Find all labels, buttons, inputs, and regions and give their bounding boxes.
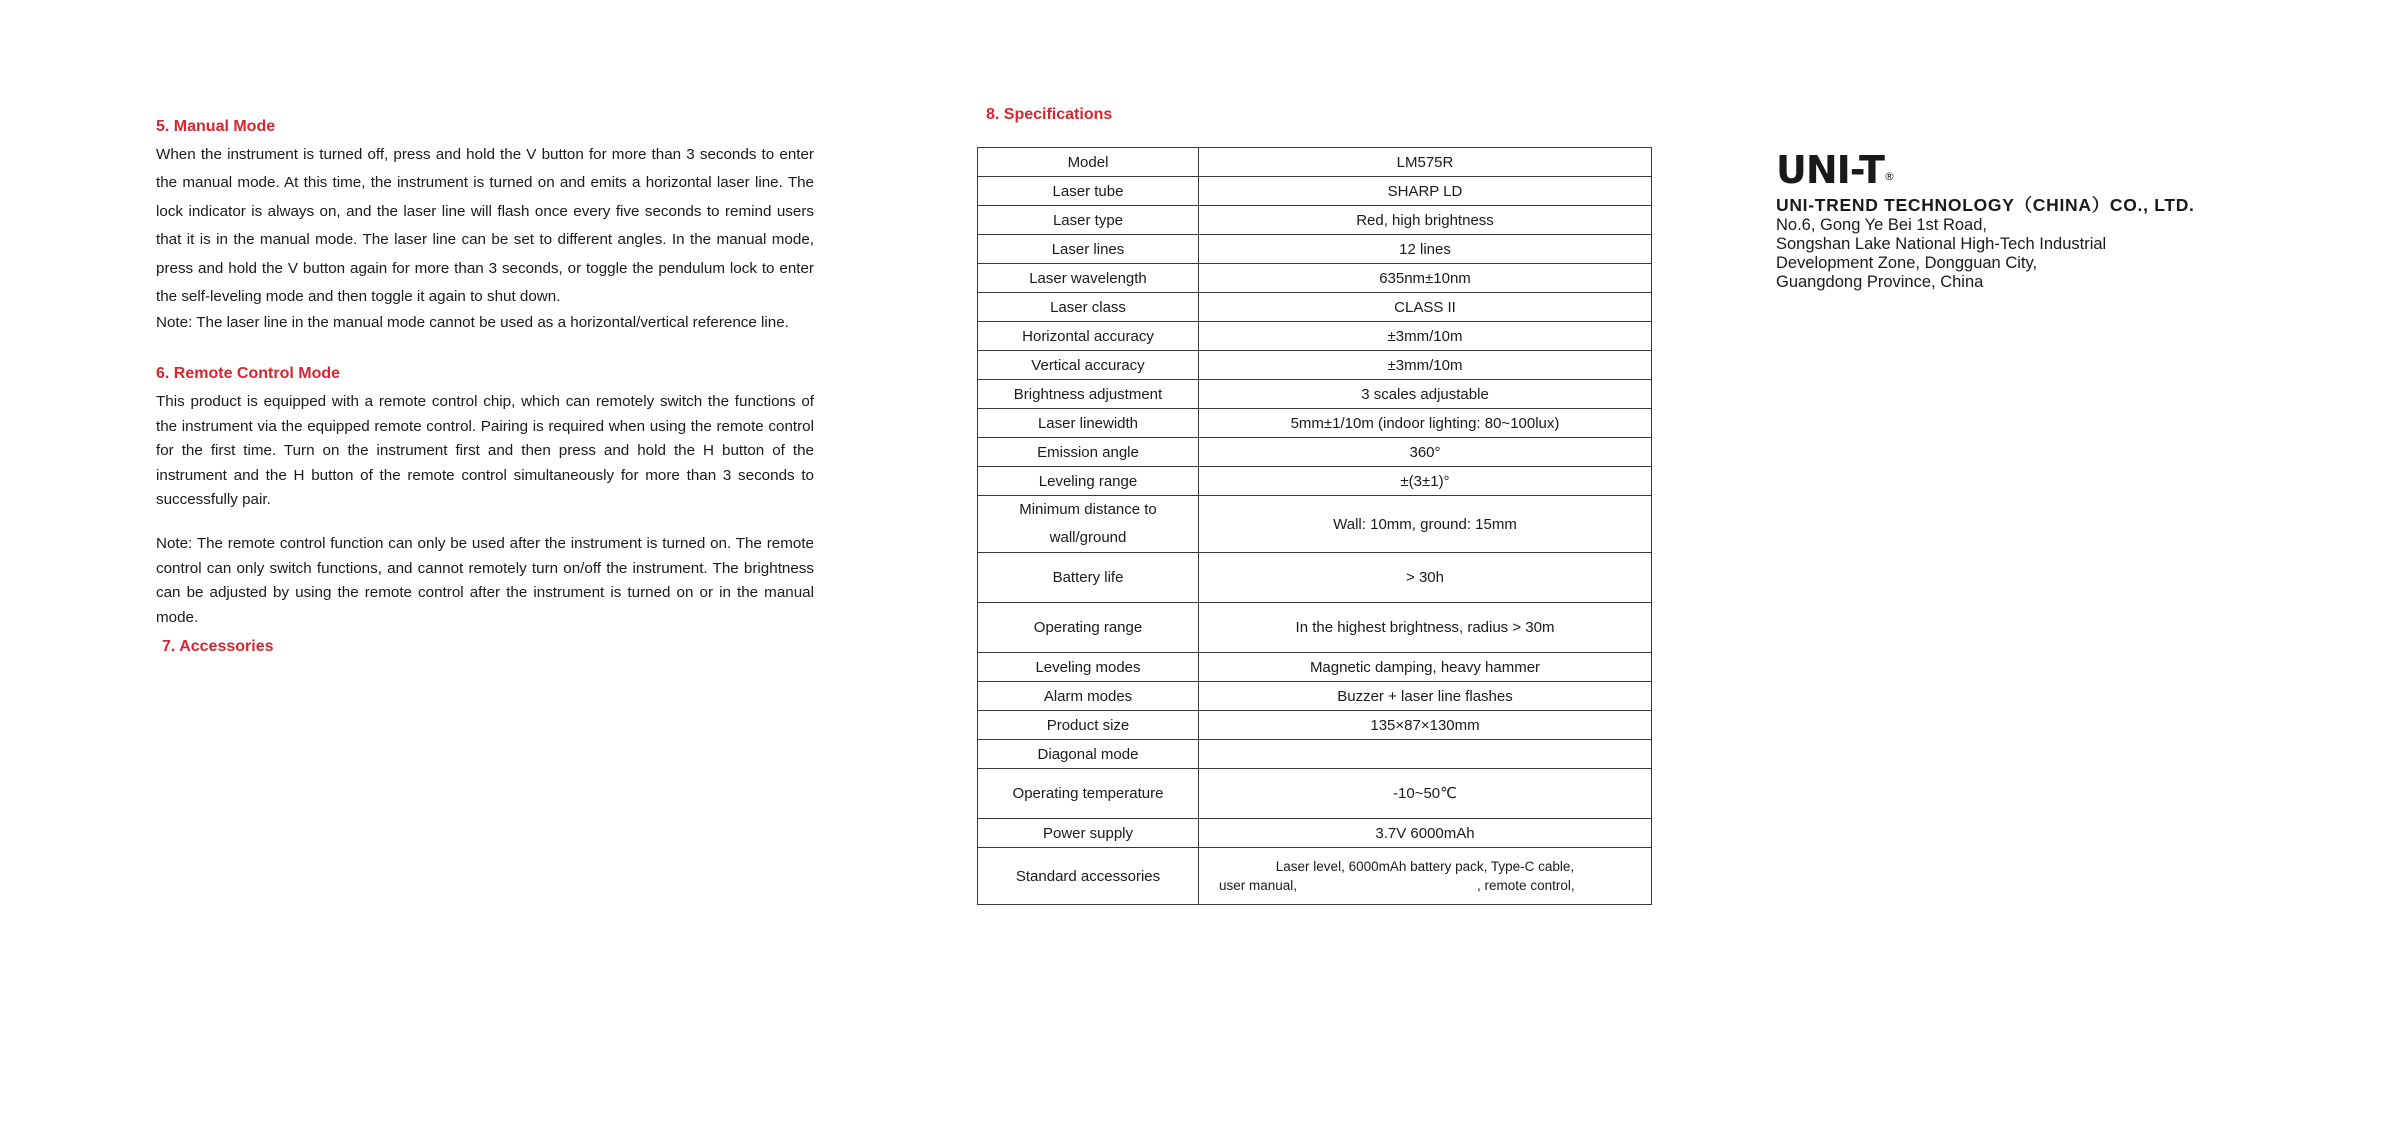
accessories-line-2 <box>1205 876 1645 895</box>
table-row <box>978 496 1652 553</box>
spec-value: 635nm±10nm <box>1199 264 1652 293</box>
spec-label: Laser lines <box>978 235 1199 264</box>
spec-label: Laser tube <box>978 177 1199 206</box>
spec-value: CLASS II <box>1199 293 1652 322</box>
remote-control-note: Note: The remote control function can only be used after the instrument is turned on. The remote control can only switch functions, and cannot remotely turn on/off the instrument. The brightness can be adjusted by using the remote control after the instrument is turned on or in the manual mode. <box>156 535 814 626</box>
table-row <box>978 438 1652 467</box>
spec-value: ±(3±1)° <box>1199 467 1652 496</box>
section-heading-specifications: 8. Specifications <box>986 106 1113 123</box>
spec-value: -10~50℃ <box>1199 769 1652 819</box>
manual-mode-body: When the instrument is turned off, press and hold the V button for more than 3 seconds to enter the manual mode. At this time, the instrument is turned on and emits a horizontal laser line. The lock indicator is always on, and the laser line will flash once every five seconds to remind users that it is in the manual mode. The laser line can be set to different angles. In the manual mode, press and hold the V button again for more than 3 seconds, or toggle the pendulum lock to enter the self-leveling mode and then toggle it again to shut down. <box>156 146 814 306</box>
spec-value: 135×87×130mm <box>1199 711 1652 740</box>
spec-value: LM575R <box>1199 148 1652 177</box>
table-row <box>978 264 1652 293</box>
table-row <box>978 769 1652 819</box>
table-row <box>978 351 1652 380</box>
accessories-user-manual: user manual, <box>1219 878 1298 893</box>
table-row <box>978 177 1652 206</box>
table-row <box>978 553 1652 603</box>
table-row <box>978 819 1652 848</box>
registered-mark: ® <box>1883 170 1895 183</box>
spec-value: 360° <box>1199 438 1652 467</box>
spec-value: In the highest brightness, radius > 30m <box>1199 603 1652 653</box>
spec-label: Minimum distance to wall/ground <box>978 496 1199 553</box>
spec-label: Model <box>978 148 1199 177</box>
spec-label: Brightness adjustment <box>978 380 1199 409</box>
spec-value: > 30h <box>1199 553 1652 603</box>
spec-label: Horizontal accuracy <box>978 322 1199 351</box>
table-row <box>978 293 1652 322</box>
spec-label: Operating temperature <box>978 769 1199 819</box>
address-line: No.6, Gong Ye Bei 1st Road, <box>1776 216 1987 234</box>
accessories-remote-control: , remote control, <box>1477 878 1575 893</box>
spec-label: Laser linewidth <box>978 409 1199 438</box>
table-row <box>978 711 1652 740</box>
spec-label: Standard accessories <box>978 848 1199 905</box>
spec-value-standard-accessories <box>1199 848 1652 905</box>
manual-mode-note: Note: The laser line in the manual mode cannot be used as a horizontal/vertical reference line. <box>156 314 789 331</box>
spec-value: Red, high brightness <box>1199 206 1652 235</box>
remote-control-body: This product is equipped with a remote control chip, which can remotely switch the functions of the instrument via the equipped remote control. Pairing is required when using the remote control for the first time. Turn on the instrument first and then press and hold the H button of the instrument and the H button of the remote control simultaneously for more than 3 seconds to successfully pair. <box>156 393 814 509</box>
spec-label: Power supply <box>978 819 1199 848</box>
address-line: Songshan Lake National High-Tech Industrial <box>1776 235 2107 253</box>
table-row <box>978 380 1652 409</box>
spec-label: Alarm modes <box>978 682 1199 711</box>
spec-value: Magnetic damping, heavy hammer <box>1199 653 1652 682</box>
table-row <box>978 603 1652 653</box>
section-heading-manual-mode: 5. Manual Mode <box>156 118 276 135</box>
spec-value: ±3mm/10m <box>1199 322 1652 351</box>
spec-label: Emission angle <box>978 438 1199 467</box>
table-row <box>978 653 1652 682</box>
spec-label: Diagonal mode <box>978 740 1199 769</box>
table-row <box>978 206 1652 235</box>
table-row <box>978 467 1652 496</box>
table-row <box>978 682 1652 711</box>
spec-label: Laser type <box>978 206 1199 235</box>
table-row <box>978 322 1652 351</box>
spec-label: Product size <box>978 711 1199 740</box>
address-line: Development Zone, Dongguan City, <box>1776 254 2038 272</box>
table-row <box>978 235 1652 264</box>
accessories-line-1: Laser level, 6000mAh battery pack, Type-C cable, <box>1275 859 1575 874</box>
spec-label: Operating range <box>978 603 1199 653</box>
spec-value: Wall: 10mm, ground: 15mm <box>1199 496 1652 553</box>
uni-t-logo <box>1776 148 1895 195</box>
spec-label: Leveling modes <box>978 653 1199 682</box>
section-heading-accessories: 7. Accessories <box>162 638 274 655</box>
spec-label: Laser class <box>978 293 1199 322</box>
company-name: UNI-TREND TECHNOLOGY（CHINA）CO., LTD. <box>1776 195 2195 215</box>
specifications-table <box>977 147 1652 905</box>
table-row <box>978 848 1652 905</box>
spec-value: 5mm±1/10m (indoor lighting: 80~100lux) <box>1199 409 1652 438</box>
spec-label: Vertical accuracy <box>978 351 1199 380</box>
spec-value: SHARP LD <box>1199 177 1652 206</box>
logo-text: UNI-T <box>1776 148 1884 192</box>
section-heading-remote-control-mode: 6. Remote Control Mode <box>156 365 341 382</box>
spec-label: Battery life <box>978 553 1199 603</box>
table-row <box>978 409 1652 438</box>
spec-value <box>1199 740 1652 769</box>
table-row <box>978 148 1652 177</box>
table-row <box>978 740 1652 769</box>
spec-value: Buzzer + laser line flashes <box>1199 682 1652 711</box>
spec-value: 3.7V 6000mAh <box>1199 819 1652 848</box>
company-address <box>1776 216 2106 292</box>
spec-label: Laser wavelength <box>978 264 1199 293</box>
spec-value: 12 lines <box>1199 235 1652 264</box>
spec-value: ±3mm/10m <box>1199 351 1652 380</box>
spec-value: 3 scales adjustable <box>1199 380 1652 409</box>
address-line: Guangdong Province, China <box>1776 273 1984 291</box>
spec-label: Leveling range <box>978 467 1199 496</box>
